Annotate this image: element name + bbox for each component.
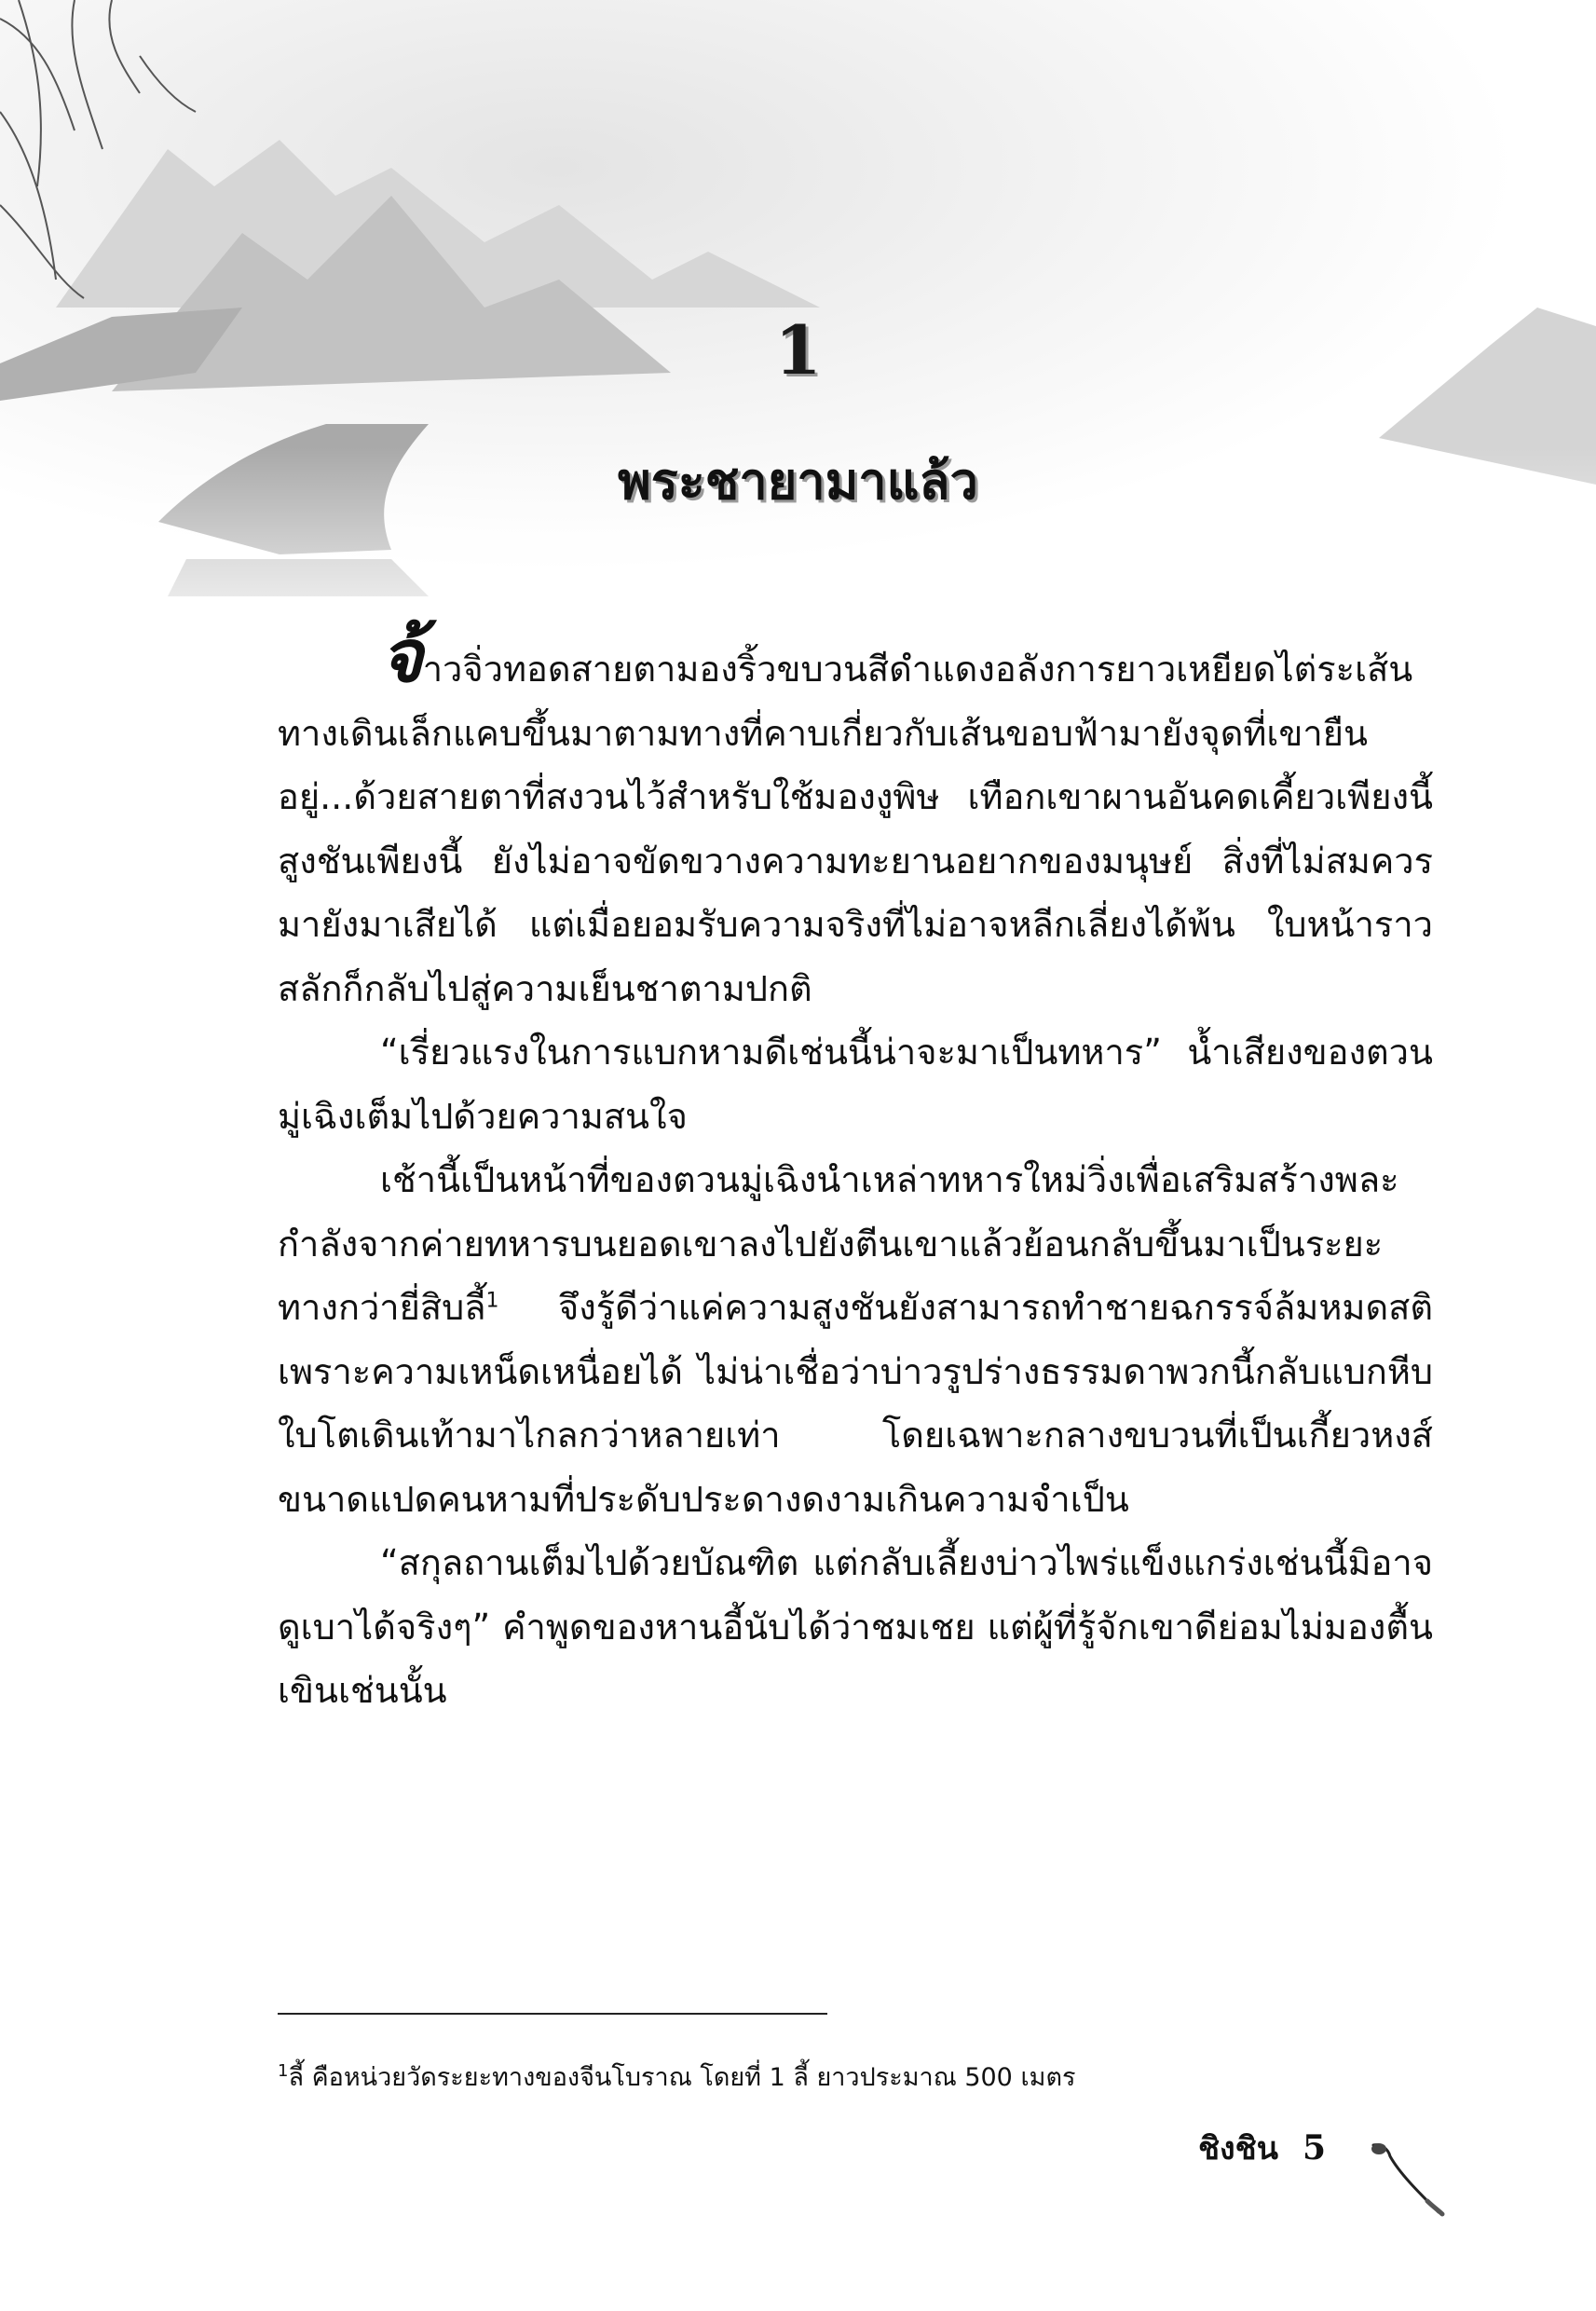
chapter-title: พระชายามาแล้ว	[618, 452, 978, 511]
footnote-separator	[278, 2013, 827, 2015]
footnote-reference[interactable]: 1	[485, 1289, 499, 1313]
paragraph-3	[278, 1148, 1433, 1531]
paragraph-4: “สกุลถานเต็มไปด้วยบัณฑิต แต่กลับเลี้ยงบ่าวไพร่แข็งแกร่งเช่นนี้มิอาจดูเบาได้จริงๆ” คำพูดของหานอี้นับได้ว่าชมเชย แต่ผู้ที่รู้จักเขาดีย่อมไม่มองตื้นเขินเช่นนั้น	[278, 1542, 1433, 1711]
footnote-text: ลี้ คือหน่วยวัดระยะทางของจีนโบราณ โดยที่ 1 ลี้ ยาวประมาณ 500 เมตร	[288, 2063, 1076, 2092]
footnote-marker: 1	[278, 2061, 289, 2081]
footnote	[278, 2059, 1433, 2097]
paragraph-1	[278, 614, 1433, 1020]
chapter-body	[278, 614, 1433, 1723]
paragraph-2: “เรี่ยวแรงในการแบกหามดีเช่นนี้น่าจะมาเป็นทหาร” น้ำเสียงของตวนมู่เฉิงเต็มไปด้วยความสนใจ	[278, 1032, 1433, 1137]
drop-cap: จ้	[380, 614, 423, 699]
page-folio	[1198, 2123, 1326, 2173]
paragraph-1-text: าวจิ่วทอดสายตามองริ้วขบวนสีดำแดงอลังการยาวเหยียดไต่ระเส้นทางเดินเล็กแคบขึ้นมาตามทางที่คาบเกี่ยวกับเส้นขอบฟ้ามายังจุดที่เขายืนอยู่...ด้วยสายตาที่สงวนไว้สำหรับใช้มองงูพิษ เทือกเขาผานอันคดเคี้ยวเพียงนี้ สูงชันเพียงนี้ ยังไม่อาจขัดขวางความทะยานอยากของมนุษย์ สิ่งที่ไม่สมควรมายังมาเสียได้ แต่เมื่อยอมรับความจริงที่ไม่อาจหลีกเลี่ยงได้พ้น ใบหน้าราวสลักก็กลับไปสู่ความเย็นชาตามปกติ	[278, 649, 1433, 1009]
paragraph-3-text-b: จึงรู้ดีว่าแค่ความสูงชันยังสามารถทำชายฉกรรจ์ล้มหมดสติเพราะความเหน็ดเหนื่อยได้ ไม่น่าเชื่อว่าบ่าวรูปร่างธรรมดาพวกนี้กลับแบกหีบใบโตเดินเท้ามาไกลกว่าหลายเท่า โดยเฉพาะกลางขบวนที่เป็นเกี้ยวหงส์ขนาดแปดคนหามที่ประดับประดางดงามเกินความจำเป็น	[278, 1287, 1433, 1520]
page-number: 5	[1302, 2128, 1326, 2167]
paragraph-3-text-a: เช้านี้เป็นหน้าที่ของตวนมู่เฉิงนำเหล่าทหารใหม่วิ่งเพื่อเสริมสร้างพละกำลังจากค่ายทหารบนยอดเขาลงไปยังตีนเขาแล้วย้อนกลับขึ้นมาเป็นระยะทางกว่ายี่สิบลี้	[278, 1159, 1399, 1328]
chapter-number: 1	[774, 310, 822, 390]
calligraphy-brush-icon	[1362, 2136, 1446, 2220]
book-title: ชิงชิน	[1197, 2130, 1278, 2167]
